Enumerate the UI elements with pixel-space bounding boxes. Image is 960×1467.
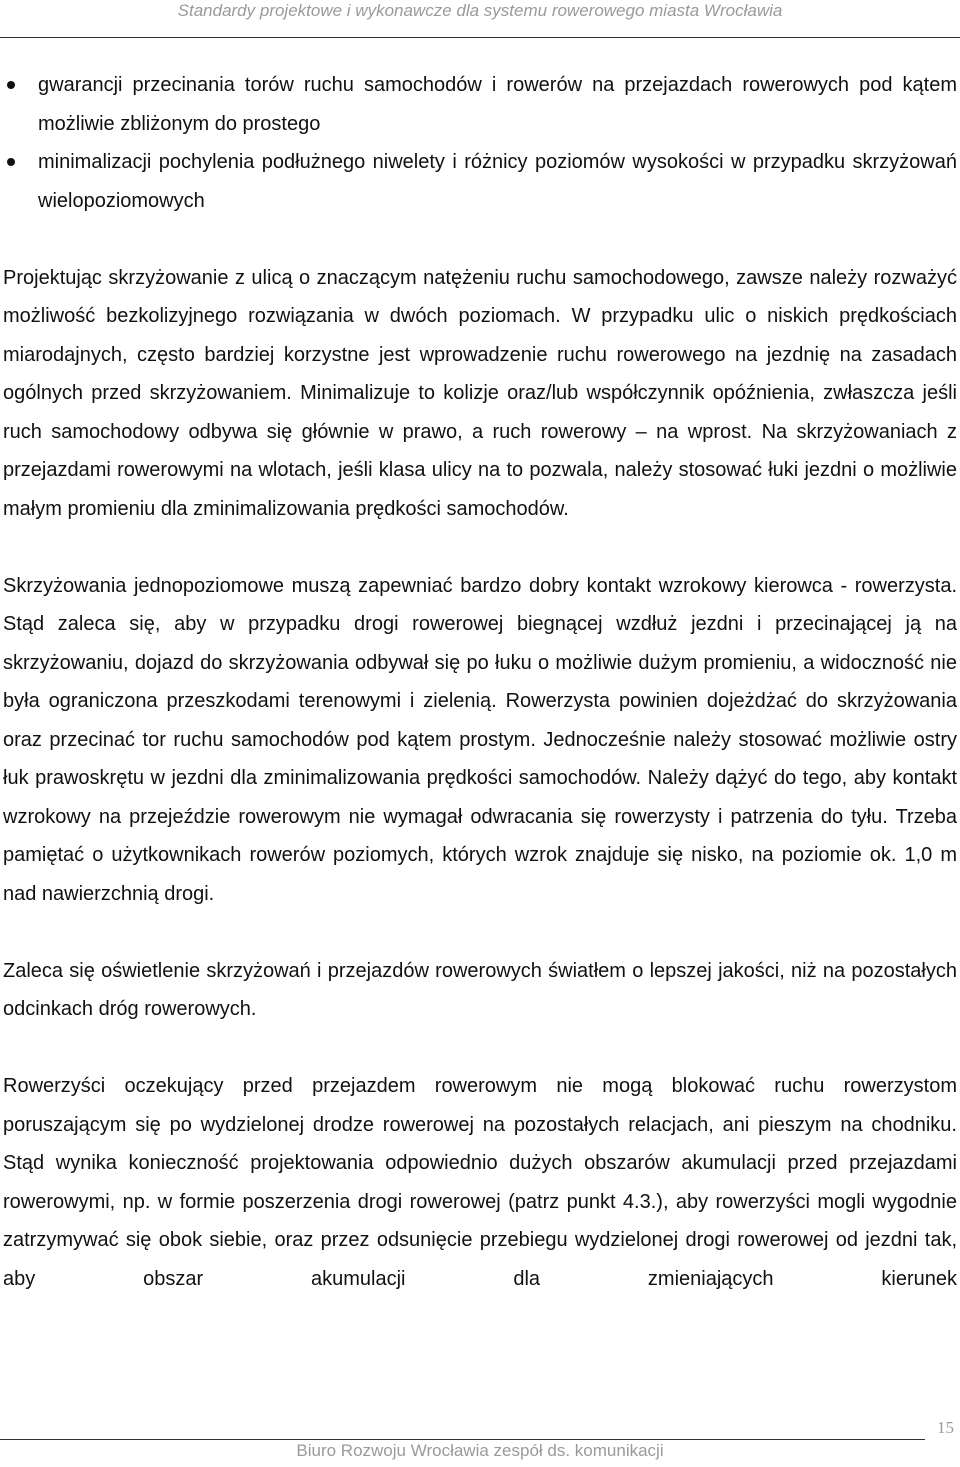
header-title: Standardy projektowe i wykonawcze dla systemu rowerowego miasta Wrocławia — [177, 1, 783, 20]
list-item-text: minimalizacji pochylenia podłużnego niwelety i różnicy poziomów wysokości w przypadku skrzyżowań wielopoziomowych — [38, 151, 957, 212]
paragraph-accumulation-areas: Rowerzyści oczekujący przed przejazdem rowerowym nie mogą blokować ruchu rowerzystom poruszającym się po wydzielonej drodze rowerowej na pozostałych relacjach, ani pieszym na chodniku. Stąd wynika konieczność projektowania odpowiednio dużych obszarów akumulacji przed przejazdami rowerowymi, np. w formie poszerzenia drogi rowerowej (patrz punkt 4.3.), aby rowerzyści mogli wygodnie zatrzymywać się obok siebie, oraz przez odsunięcie przebiegu wydzielonej drogi rowerowej od jezdni tak, aby obszar akumulacji dla zmieniających kierunek — [3, 1075, 957, 1290]
list-item-text: gwarancji przecinania torów ruchu samochodów i rowerów na przejazdach rowerowych pod kątem możliwie zbliżonym do prostego — [38, 74, 957, 135]
page-number: 15 — [937, 1418, 954, 1437]
bullet-icon — [7, 158, 15, 166]
paragraph-lighting: Zaleca się oświetlenie skrzyżowań i przejazdów rowerowych światłem o lepszej jakości, niż na pozostałych odcinkach dróg rowerowych. — [3, 959, 957, 1020]
list-item — [3, 66, 957, 143]
footer-divider — [0, 1439, 925, 1440]
paragraph-visual-contact: Skrzyżowania jednopoziomowe muszą zapewniać bardzo dobry kontakt wzrokowy kierowca - rowerzysta. Stąd zaleca się, aby w przypadku drogi rowerowej biegnącej wzdłuż jezdni i przecinającej ją na skrzyżowaniu, dojazd do skrzyżowania odbywał się po łuku o możliwie dużym promieniu, a widoczność nie była ograniczona przeszkodami terenowymi i zielenią. Rowerzysta powinien dojeżdżać do skrzyżowania oraz przecinać tor ruchu samochodów pod kątem prostym. Jednocześnie należy stosować możliwie ostry łuk prawoskrętu w jezdni dla zminimalizowania prędkości samochodów. Należy dążyć do tego, aby kontakt wzrokowy na przejeździe rowerowym nie wymagał odwracania się rowerzysty i patrzenia do tyłu. Trzeba pamiętać o użytkownikach rowerów poziomych, których wzrok znajduje się nisko, na poziomie ok. 1,0 m nad nawierzchnią drogi. — [3, 574, 957, 905]
bullet-icon — [7, 81, 15, 89]
footer-text: Biuro Rozwoju Wrocławia zespół ds. komunikacji — [296, 1441, 664, 1460]
page-header — [0, 0, 960, 38]
list-item — [3, 143, 957, 220]
document-body — [3, 66, 957, 1298]
paragraph-intersection-design: Projektując skrzyżowanie z ulicą o znaczącym natężeniu ruchu samochodowego, zawsze należy rozważyć możliwość bezkolizyjnego rozwiązania w dwóch poziomach. W przypadku ulic o niskich prędkościach miarodajnych, często bardziej korzystne jest wprowadzenie ruchu rowerowego na jezdnię na zasadach ogólnych przed skrzyżowaniem. Minimalizuje to kolizje oraz/lub współczynnik opóźnienia, zwłaszcza jeśli ruch samochodowy odbywa się głównie w prawo, a ruch rowerowy – na wprost. Na skrzyżowaniach z przejazdami rowerowymi na wlotach, jeśli klasa ulicy na to pozwala, należy stosować łuki jezdni o możliwie małym promieniu dla zminimalizowania prędkości samochodów. — [3, 266, 957, 520]
bullet-list — [3, 66, 957, 220]
